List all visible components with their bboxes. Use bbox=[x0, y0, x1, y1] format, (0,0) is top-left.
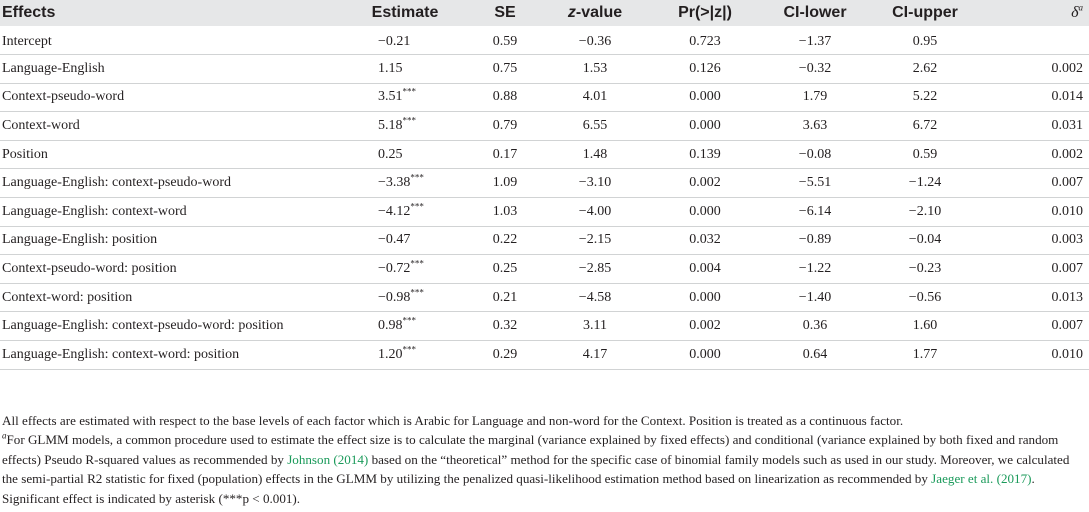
cell-estimate bbox=[340, 341, 470, 370]
header-ci-upper: CI-upper bbox=[892, 4, 958, 21]
estimate-value-wrap bbox=[378, 86, 458, 105]
cell-pr: 0.032 bbox=[689, 232, 721, 248]
cell-delta: 0.007 bbox=[1051, 175, 1083, 191]
cell-se: 1.09 bbox=[492, 175, 518, 191]
cell-effect: Context-word bbox=[2, 118, 80, 134]
cell-pr: 0.002 bbox=[689, 175, 721, 191]
cell-zvalue: −4.00 bbox=[578, 203, 612, 219]
cell-pr: 0.000 bbox=[689, 89, 721, 105]
table-row bbox=[0, 198, 1089, 227]
estimate-value-wrap bbox=[378, 286, 458, 306]
cell-zvalue: −3.10 bbox=[578, 175, 612, 191]
estimate-value: −0.21 bbox=[378, 34, 411, 50]
header-delta bbox=[980, 0, 1089, 26]
significance-stars: *** bbox=[410, 201, 424, 212]
cell-effect: Language-English: context-pseudo-word bbox=[2, 175, 231, 191]
cell-se: 0.88 bbox=[492, 89, 518, 105]
significance-stars: *** bbox=[410, 286, 424, 297]
table-row bbox=[0, 112, 1089, 141]
cell-pr: 0.139 bbox=[689, 146, 721, 162]
cell-effect: Language-English: context-word bbox=[2, 203, 187, 219]
cell-zvalue: 6.55 bbox=[582, 118, 608, 134]
estimate-value-wrap bbox=[378, 258, 458, 277]
header-estimate: Estimate bbox=[371, 4, 439, 21]
estimate-value-wrap bbox=[378, 61, 458, 77]
cell-estimate bbox=[340, 226, 470, 255]
cell-estimate bbox=[340, 198, 470, 227]
cell-delta: 0.002 bbox=[1051, 146, 1083, 162]
cell-delta: 0.007 bbox=[1051, 318, 1083, 334]
estimate-value: −0.72 bbox=[378, 261, 411, 277]
cell-estimate bbox=[340, 312, 470, 341]
cell-zvalue: −4.58 bbox=[578, 289, 612, 305]
cell-ci-lower: −0.32 bbox=[798, 60, 832, 76]
significance-stars: *** bbox=[402, 86, 416, 97]
cell-pr: 0.000 bbox=[689, 118, 721, 134]
estimate-value-wrap bbox=[378, 315, 458, 334]
cell-effect: Position bbox=[2, 146, 48, 162]
cell-pr: 0.000 bbox=[689, 289, 721, 305]
significance-stars: *** bbox=[402, 115, 416, 126]
cell-estimate bbox=[340, 55, 470, 84]
note-base-levels: All effects are estimated with respect to the base levels of each factor which is Arabic for Language and non-word for the Context. Position is treated as a continuous factor. bbox=[2, 413, 904, 428]
header-delta-sup: a bbox=[1078, 2, 1083, 13]
table-row bbox=[0, 140, 1089, 169]
cell-effect: Context-word: position bbox=[2, 289, 133, 305]
footnote-text-2: based on the “theoretical” method for the specific case of binomial family models such as used in our study. Moreover, we calculated the semi-partial R2 statistic for fixed (population) effects in the GLMM by utilizing the penalized quasi-likelihood estimation method based on linearization as recommended by bbox=[2, 451, 1070, 487]
estimate-value: −3.38 bbox=[378, 175, 411, 191]
cell-estimate bbox=[340, 26, 470, 55]
cell-ci-upper: −0.23 bbox=[908, 261, 942, 277]
header-ci-lower: CI-lower bbox=[783, 4, 847, 21]
table-row bbox=[0, 312, 1089, 341]
cell-ci-upper: 6.72 bbox=[912, 118, 938, 134]
table-header-row bbox=[0, 0, 1089, 26]
cell-ci-upper: 1.77 bbox=[912, 346, 938, 362]
table-row bbox=[0, 341, 1089, 370]
cell-delta: 0.014 bbox=[1051, 89, 1083, 105]
cell-zvalue: −2.15 bbox=[578, 232, 612, 248]
cell-se: 0.22 bbox=[492, 232, 518, 248]
table-notes bbox=[2, 411, 1084, 508]
cell-zvalue: 3.11 bbox=[583, 318, 607, 334]
cell-delta: 0.003 bbox=[1051, 232, 1083, 248]
cell-se: 0.25 bbox=[492, 261, 518, 277]
cell-ci-lower: −1.40 bbox=[798, 289, 832, 305]
cell-zvalue: 4.01 bbox=[582, 89, 608, 105]
cell-delta: 0.010 bbox=[1051, 346, 1083, 362]
cell-pr: 0.004 bbox=[689, 261, 721, 277]
estimate-value-wrap bbox=[378, 344, 458, 363]
cell-ci-upper: 1.60 bbox=[912, 318, 938, 334]
cell-pr: 0.723 bbox=[689, 34, 721, 50]
cell-ci-lower: 1.79 bbox=[802, 89, 828, 105]
cell-ci-lower: −0.89 bbox=[798, 232, 832, 248]
cell-estimate bbox=[340, 83, 470, 112]
cell-se: 0.75 bbox=[492, 60, 518, 76]
estimate-value: 1.20 bbox=[378, 346, 403, 362]
cell-zvalue: 4.17 bbox=[582, 346, 608, 362]
estimate-value: −0.98 bbox=[378, 289, 411, 305]
cell-ci-lower: −6.14 bbox=[798, 203, 832, 219]
cell-effect: Language-English: context-pseudo-word: position bbox=[2, 318, 284, 334]
cell-zvalue: −0.36 bbox=[578, 34, 612, 50]
significance-stars: *** bbox=[402, 315, 416, 326]
header-se: SE bbox=[494, 4, 516, 21]
cell-effect: Intercept bbox=[2, 34, 52, 50]
estimate-value-wrap bbox=[378, 172, 458, 191]
cell-ci-upper: −1.24 bbox=[908, 175, 942, 191]
estimate-value: −0.47 bbox=[378, 232, 411, 248]
table-row bbox=[0, 255, 1089, 284]
table-row bbox=[0, 83, 1089, 112]
table-row bbox=[0, 26, 1089, 55]
citation-jaeger-link[interactable]: Jaeger et al. (2017) bbox=[931, 471, 1032, 487]
cell-pr: 0.000 bbox=[689, 346, 721, 362]
cell-ci-lower: −0.08 bbox=[798, 146, 832, 162]
header-delta-symbol: δ bbox=[1071, 4, 1079, 21]
table-body bbox=[0, 26, 1089, 369]
cell-ci-lower: −1.37 bbox=[798, 34, 832, 50]
cell-zvalue: 1.48 bbox=[582, 146, 608, 162]
header-effects: Effects bbox=[2, 4, 56, 21]
table-row bbox=[0, 283, 1089, 312]
estimate-value: 5.18 bbox=[378, 118, 403, 134]
cell-estimate bbox=[340, 255, 470, 284]
cell-ci-upper: −2.10 bbox=[908, 203, 942, 219]
cell-pr: 0.000 bbox=[689, 203, 721, 219]
estimate-value-wrap bbox=[378, 115, 458, 134]
cell-ci-upper: 5.22 bbox=[912, 89, 938, 105]
header-zvalue-rest: -value bbox=[575, 4, 623, 21]
cell-ci-lower: 3.63 bbox=[802, 118, 828, 134]
cell-zvalue: −2.85 bbox=[578, 261, 612, 277]
estimate-value: −4.12 bbox=[378, 203, 411, 219]
cell-se: 0.32 bbox=[492, 318, 518, 334]
significance-stars: *** bbox=[402, 344, 416, 355]
header-zvalue bbox=[540, 0, 650, 26]
cell-ci-upper: 0.59 bbox=[912, 146, 938, 162]
cell-estimate bbox=[340, 283, 470, 312]
cell-pr: 0.126 bbox=[689, 60, 721, 76]
cell-ci-upper: −0.04 bbox=[908, 232, 942, 248]
cell-delta: 0.002 bbox=[1051, 60, 1083, 76]
footnote-text-3: . Significant effect is indicated by asterisk (***p < 0.001). bbox=[2, 471, 1035, 506]
table-row bbox=[0, 226, 1089, 255]
table-row bbox=[0, 55, 1089, 84]
estimate-value-wrap bbox=[378, 201, 458, 220]
cell-delta: 0.013 bbox=[1051, 289, 1083, 305]
cell-se: 0.21 bbox=[492, 289, 518, 305]
cell-estimate bbox=[340, 169, 470, 198]
estimate-value-wrap bbox=[378, 34, 458, 50]
footnote-marker: a bbox=[2, 431, 7, 442]
footnote-a bbox=[2, 430, 1084, 508]
cell-se: 0.17 bbox=[492, 146, 518, 162]
significance-stars: *** bbox=[410, 258, 424, 269]
cell-se: 1.03 bbox=[492, 203, 518, 219]
cell-zvalue: 1.53 bbox=[582, 60, 608, 76]
significance-stars: *** bbox=[410, 172, 424, 183]
cell-ci-lower: −1.22 bbox=[798, 261, 832, 277]
cell-se: 0.59 bbox=[492, 34, 518, 50]
cell-delta bbox=[980, 26, 1089, 55]
cell-ci-lower: 0.36 bbox=[802, 318, 828, 334]
estimate-value-wrap bbox=[378, 232, 458, 248]
cell-ci-upper: 2.62 bbox=[912, 60, 938, 76]
cell-effect: Context-pseudo-word bbox=[2, 89, 125, 105]
cell-ci-lower: 0.64 bbox=[802, 346, 828, 362]
cell-se: 0.29 bbox=[492, 346, 518, 362]
cell-estimate bbox=[340, 140, 470, 169]
cell-effect: Language-English bbox=[2, 60, 105, 76]
cell-ci-upper: −0.56 bbox=[908, 289, 942, 305]
estimate-value: 0.25 bbox=[378, 146, 403, 162]
estimate-value: 3.51 bbox=[378, 89, 403, 105]
cell-effect: Language-English: position bbox=[2, 232, 158, 248]
cell-ci-upper: 0.95 bbox=[912, 34, 938, 50]
citation-johnson-link[interactable]: Johnson (2014) bbox=[287, 451, 369, 467]
cell-effect: Language-English: context-word: position bbox=[2, 346, 240, 362]
cell-estimate bbox=[340, 112, 470, 141]
cell-effect: Context-pseudo-word: position bbox=[2, 261, 177, 277]
cell-delta: 0.007 bbox=[1051, 261, 1083, 277]
estimate-value: 0.98 bbox=[378, 318, 403, 334]
estimate-value-wrap bbox=[378, 147, 458, 163]
cell-ci-lower: −5.51 bbox=[798, 175, 832, 191]
footnote-text-1: For GLMM models, a common procedure used to estimate the effect size is to calculate the marginal (variance explained by fixed effects) and conditional (variance explained by both fixed and random effects) Pseudo R-squared values as recommended by bbox=[2, 432, 1059, 467]
cell-se: 0.79 bbox=[492, 118, 518, 134]
cell-delta: 0.031 bbox=[1051, 118, 1083, 134]
table-row bbox=[0, 169, 1089, 198]
cell-pr: 0.002 bbox=[689, 318, 721, 334]
header-pr: Pr(>|z|) bbox=[678, 4, 732, 21]
estimate-value: 1.15 bbox=[378, 60, 403, 76]
header-zvalue-z: z bbox=[567, 4, 576, 21]
cell-delta: 0.010 bbox=[1051, 203, 1083, 219]
